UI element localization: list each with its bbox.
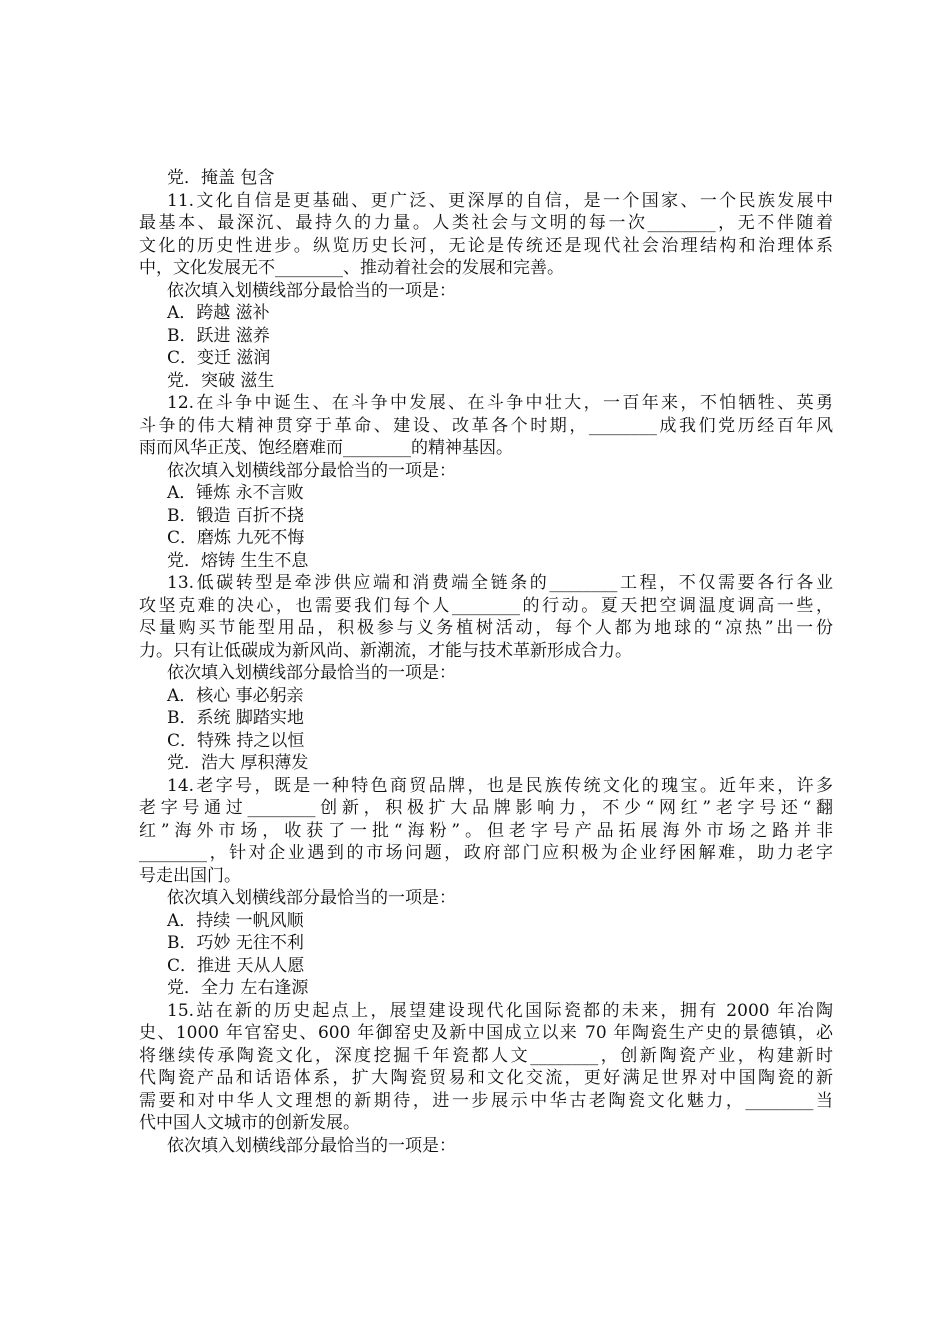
answer-option: C．特殊 持之以恒 [167,730,305,751]
question-stem-line: 号走出国门。 [139,865,241,886]
question-prompt: 依次填入划横线部分最恰当的一项是： [167,663,456,683]
question-stem-line: 15.站在新的历史起点上，展望建设现代化国际瓷都的未来，拥有 2000 年冶陶 [167,1000,833,1021]
question-stem-line: 最基本、最深沉、最持久的力量。人类社会与文明的每一次________，无不伴随着 [139,213,833,233]
question-prompt: 依次填入划横线部分最恰当的一项是： [167,280,456,301]
answer-option: C．变迁 滋润 [167,348,271,368]
answer-option: A．持续 一帆风顺 [167,910,304,931]
answer-option: A．核心 事必躬亲 [167,685,304,706]
question-stem-line: 红”海外市场，收获了一批“海粉”。但老字号产品拓展海外市场之路并非 [139,820,833,841]
answer-option: C．推进 天从人愿 [167,955,305,976]
question-stem-line: ________，针对企业遇到的市场问题，政府部门应积极为企业纾困解难，助力老字 [139,843,833,863]
question-stem-line: 史、1000 年官窑史、600 年御窑史及新中国成立以来 70 年陶瓷生产史的景德镇，必 [139,1023,833,1043]
answer-option: 党．熔铸 生生不息 [167,550,309,571]
answer-option: B．跃进 滋养 [167,325,270,346]
question-stem-line: 尽量购买节能型用品，积极参与义务植树活动，每个人都为地球的“凉热”出一份 [139,618,833,638]
question-stem-line: 力。只有让低碳成为新风尚、新潮流，才能与技术革新形成合力。 [139,640,632,661]
question-stem-line: 将继续传承陶瓷文化，深度挖掘千年瓷都人文________，创新陶瓷产业，构建新时 [139,1045,833,1066]
answer-option: A．跨越 滋补 [167,303,270,323]
question-stem-line: 代陶瓷产品和话语体系，扩大陶瓷贸易和文化交流，更好满足世界对中国陶瓷的新 [139,1068,833,1088]
answer-option: A．锤炼 永不言败 [167,483,304,503]
answer-option: 党．全力 左右逢源 [167,978,309,998]
answer-option: 党．掩盖 包含 [167,168,275,188]
question-prompt: 依次填入划横线部分最恰当的一项是： [167,460,456,481]
answer-option: 党．突破 滋生 [167,370,275,391]
document-page [139,167,833,1157]
question-stem-line: 12.在斗争中诞生、在斗争中发展、在斗争中壮大，一百年来，不怕牺牲、英勇 [167,393,833,413]
question-stem-line: 13.低碳转型是牵涉供应端和消费端全链条的________工程，不仅需要各行各业 [167,573,833,593]
question-stem-line: 需要和对中华人文理想的新期待，进一步展示中华古老陶瓷文化魅力，________当 [139,1090,833,1111]
question-stem-line: 11.文化自信是更基础、更广泛、更深厚的自信，是一个国家、一个民族发展中 [167,190,833,211]
question-prompt: 依次填入划横线部分最恰当的一项是： [167,1135,456,1156]
question-stem-line: 文化的历史性进步。纵览历史长河，无论是传统还是现代社会治理结构和治理体系 [139,235,833,256]
answer-option: C．磨炼 九死不悔 [167,528,305,548]
answer-option: B．巧妙 无往不利 [167,933,304,953]
answer-option: B．锻造 百折不挠 [167,505,304,526]
question-stem-line: 14.老字号，既是一种特色商贸品牌，也是民族传统文化的瑰宝。近年来，许多 [167,775,833,796]
question-stem-line: 攻坚克难的决心，也需要我们每个人________的行动。夏天把空调温度调高一些， [139,595,833,616]
question-stem-line: 代中国人文城市的创新发展。 [139,1113,360,1133]
question-stem-line: 老字号通过________创新，积极扩大品牌影响力，不少“网红”老字号还“翻 [139,798,833,818]
question-prompt: 依次填入划横线部分最恰当的一项是： [167,888,456,908]
answer-option: B．系统 脚踏实地 [167,708,304,728]
answer-option: 党．浩大 厚积薄发 [167,753,309,773]
question-stem-line: 雨而风华正茂、饱经磨难而________的精神基因。 [139,438,513,458]
question-stem-line: 斗争的伟大精神贯穿于革命、建设、改革各个时期，________成我们党历经百年风 [139,415,833,436]
question-stem-line: 中，文化发展无不________、推动着社会的发展和完善。 [139,258,564,278]
